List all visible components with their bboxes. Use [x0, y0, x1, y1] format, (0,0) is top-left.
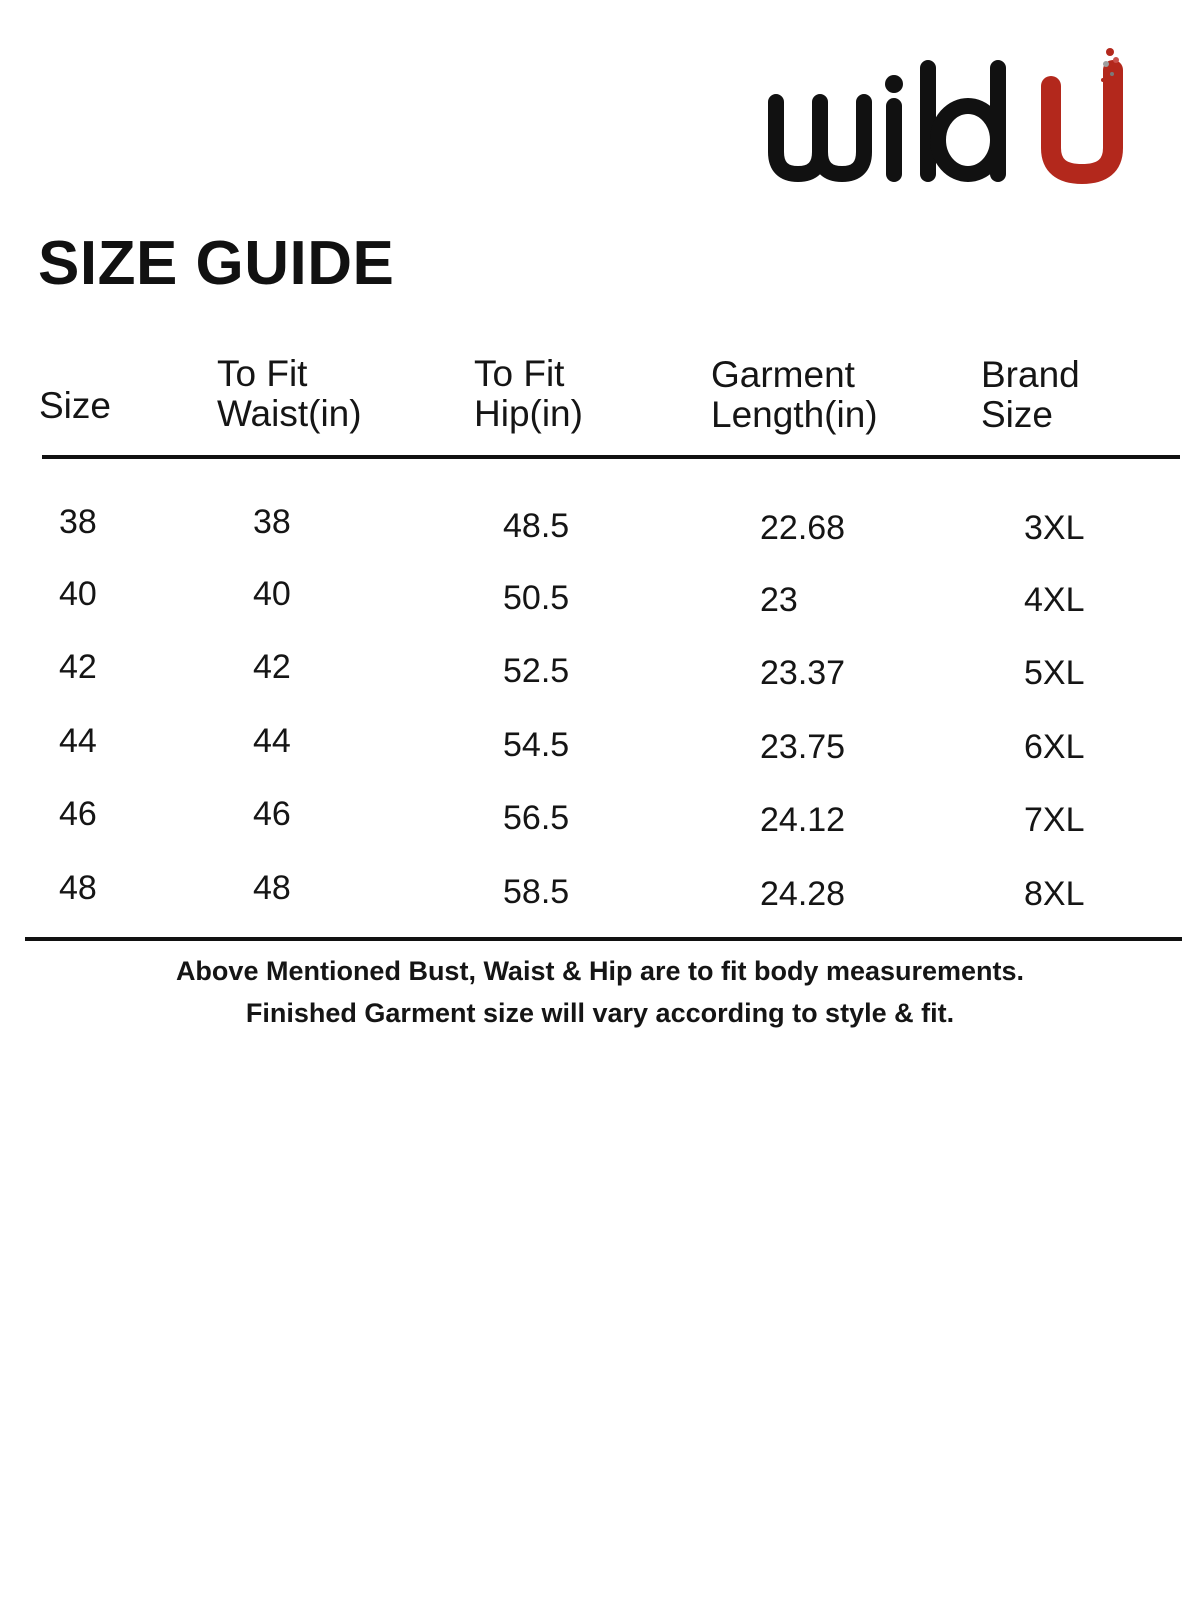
header-brand-size — [981, 355, 1080, 435]
table-cell: 48 — [59, 869, 97, 907]
header-size — [39, 386, 111, 426]
table-cell: 56.5 — [503, 799, 570, 837]
table-bottom-divider — [25, 937, 1182, 941]
table-cell: 44 — [59, 722, 97, 760]
header-garment-length — [711, 355, 878, 435]
table-cell: 50.5 — [503, 579, 570, 617]
header-to-fit-waist — [217, 354, 362, 434]
table-cell: 58.5 — [503, 873, 570, 911]
table-cell: 42 — [253, 648, 291, 686]
table-cell: 48 — [253, 869, 291, 907]
table-cell: 22.68 — [760, 509, 846, 547]
table-cell: 4XL — [1024, 581, 1085, 619]
table-cell: 6XL — [1024, 728, 1085, 766]
table-cell: 23.37 — [760, 654, 846, 692]
header-brand-line2: Size — [981, 394, 1053, 435]
table-cell: 40 — [253, 575, 291, 613]
header-hip-line2: Hip(in) — [474, 393, 583, 434]
table-cell: 44 — [253, 722, 291, 760]
header-hip-line1: To Fit — [474, 353, 565, 394]
garment-note: Finished Garment size will vary according to style & fit. — [245, 998, 955, 1028]
table-cell: 8XL — [1024, 875, 1085, 913]
table-cell: 48.5 — [503, 507, 570, 545]
table-cell: 5XL — [1024, 654, 1085, 692]
header-length-line1: Garment — [711, 354, 855, 395]
table-cell: 52.5 — [503, 652, 570, 690]
table-cell: 3XL — [1024, 509, 1085, 547]
fit-note: Above Mentioned Bust, Waist & Hip are to fit body measurements. — [175, 956, 1025, 986]
header-to-fit-hip — [474, 354, 583, 434]
header-brand-line1: Brand — [981, 354, 1080, 395]
table-cell: 38 — [59, 503, 97, 541]
table-cell: 23 — [760, 581, 798, 619]
header-waist-line2: Waist(in) — [217, 393, 362, 434]
header-waist-line1: To Fit — [217, 353, 308, 394]
table-cell: 38 — [253, 503, 291, 541]
table-cell: 46 — [253, 795, 291, 833]
table-cell: 23.75 — [760, 728, 846, 766]
table-cell: 24.28 — [760, 875, 846, 913]
table-cell: 54.5 — [503, 726, 570, 764]
table-cell: 7XL — [1024, 801, 1085, 839]
header-length-line2: Length(in) — [711, 394, 878, 435]
table-cell: 42 — [59, 648, 97, 686]
table-cell: 40 — [59, 575, 97, 613]
header-size-line1: Size — [39, 385, 111, 426]
brand-logo — [768, 40, 1160, 200]
table-cell: 46 — [59, 795, 97, 833]
header-divider — [42, 455, 1180, 459]
page-title: SIZE GUIDE — [38, 229, 395, 298]
table-cell: 24.12 — [760, 801, 846, 839]
